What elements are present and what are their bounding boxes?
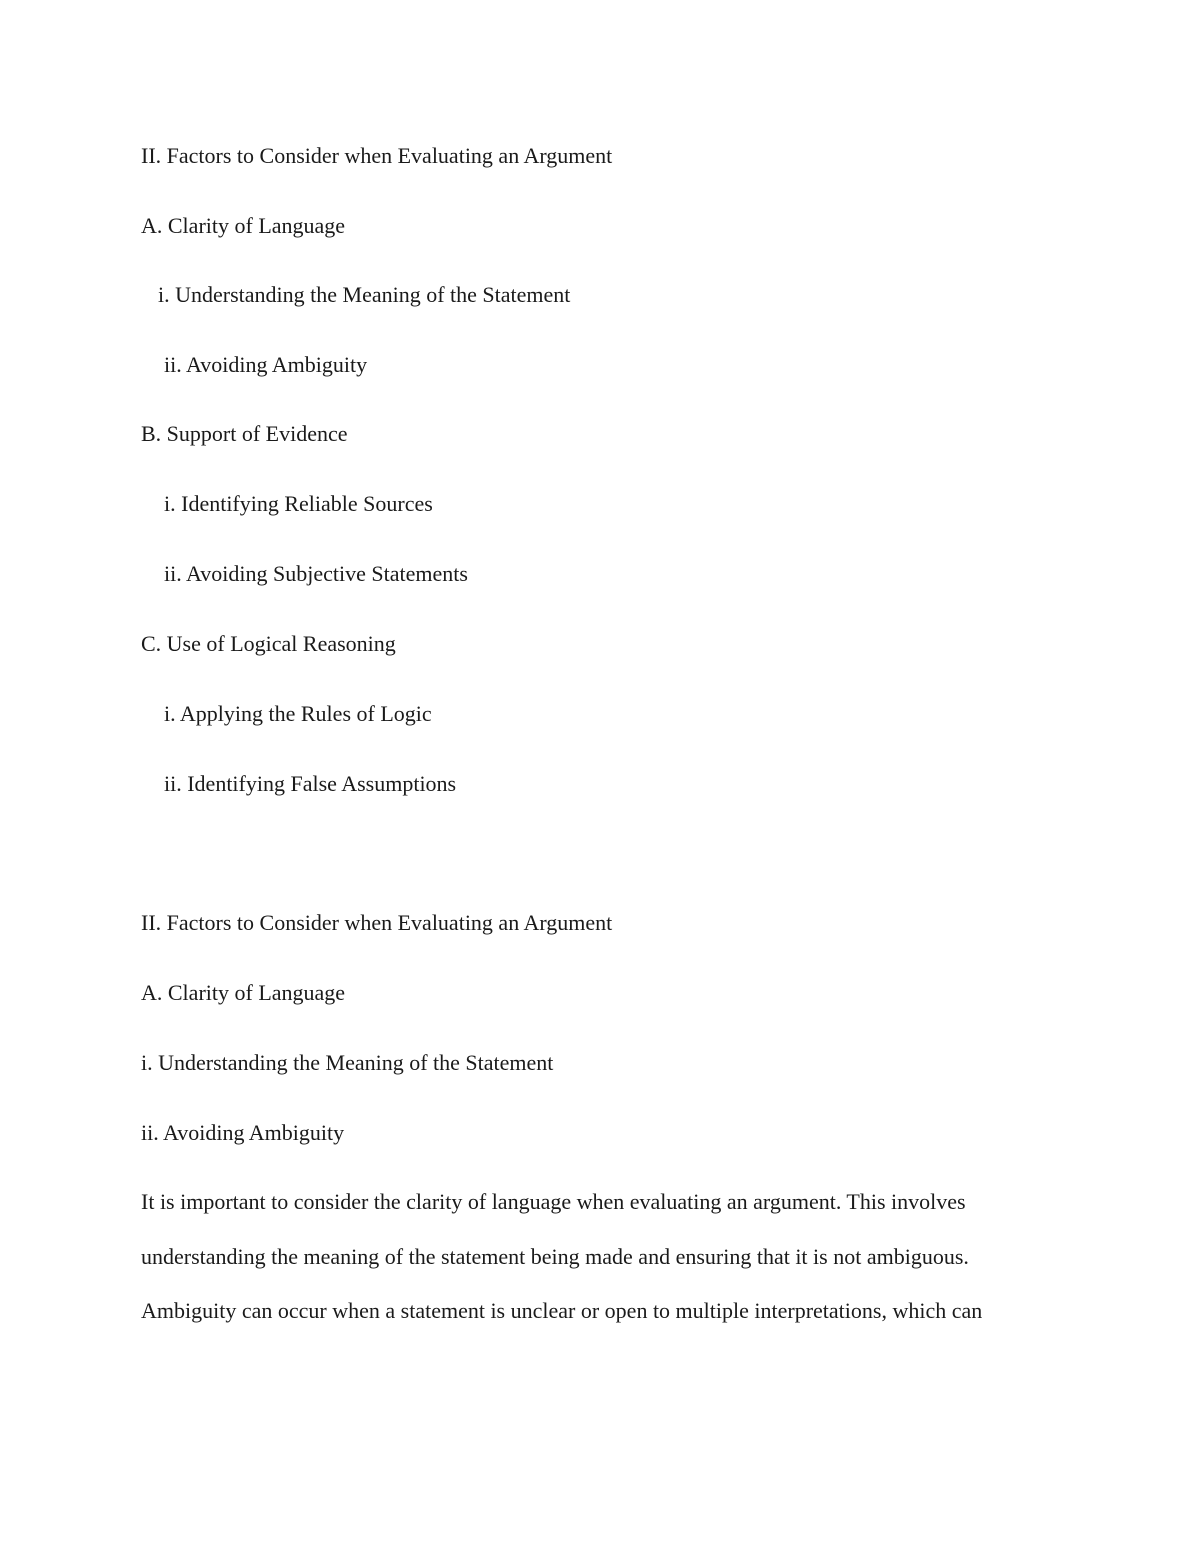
outline-section-a: A. Clarity of Language [141, 213, 346, 238]
outline-section-a: A. Clarity of Language [141, 980, 346, 1005]
paragraph-line: Ambiguity can occur when a statement is unclear or open to multiple interpretations, which can [141, 1298, 983, 1323]
outline-item: i. Applying the Rules of Logic [164, 701, 432, 726]
outline-item: ii. Avoiding Subjective Statements [164, 561, 468, 586]
outline-item: i. Understanding the Meaning of the Statement [141, 1050, 554, 1075]
outline-section-b: B. Support of Evidence [141, 421, 348, 446]
outline-section-c: C. Use of Logical Reasoning [141, 631, 396, 656]
outline-item: i. Identifying Reliable Sources [164, 491, 433, 516]
outline-item: ii. Identifying False Assumptions [164, 771, 457, 796]
outline-heading: II. Factors to Consider when Evaluating an Argument [141, 910, 613, 935]
outline-item: ii. Avoiding Ambiguity [164, 352, 368, 377]
outline-item: i. Understanding the Meaning of the Statement [158, 282, 571, 307]
outline-heading: II. Factors to Consider when Evaluating an Argument [141, 143, 613, 168]
paragraph-line: understanding the meaning of the statement being made and ensuring that it is not ambiguous. [141, 1244, 969, 1269]
outline-item: ii. Avoiding Ambiguity [141, 1120, 345, 1145]
paragraph-line: It is important to consider the clarity of language when evaluating an argument. This involves [141, 1189, 966, 1214]
